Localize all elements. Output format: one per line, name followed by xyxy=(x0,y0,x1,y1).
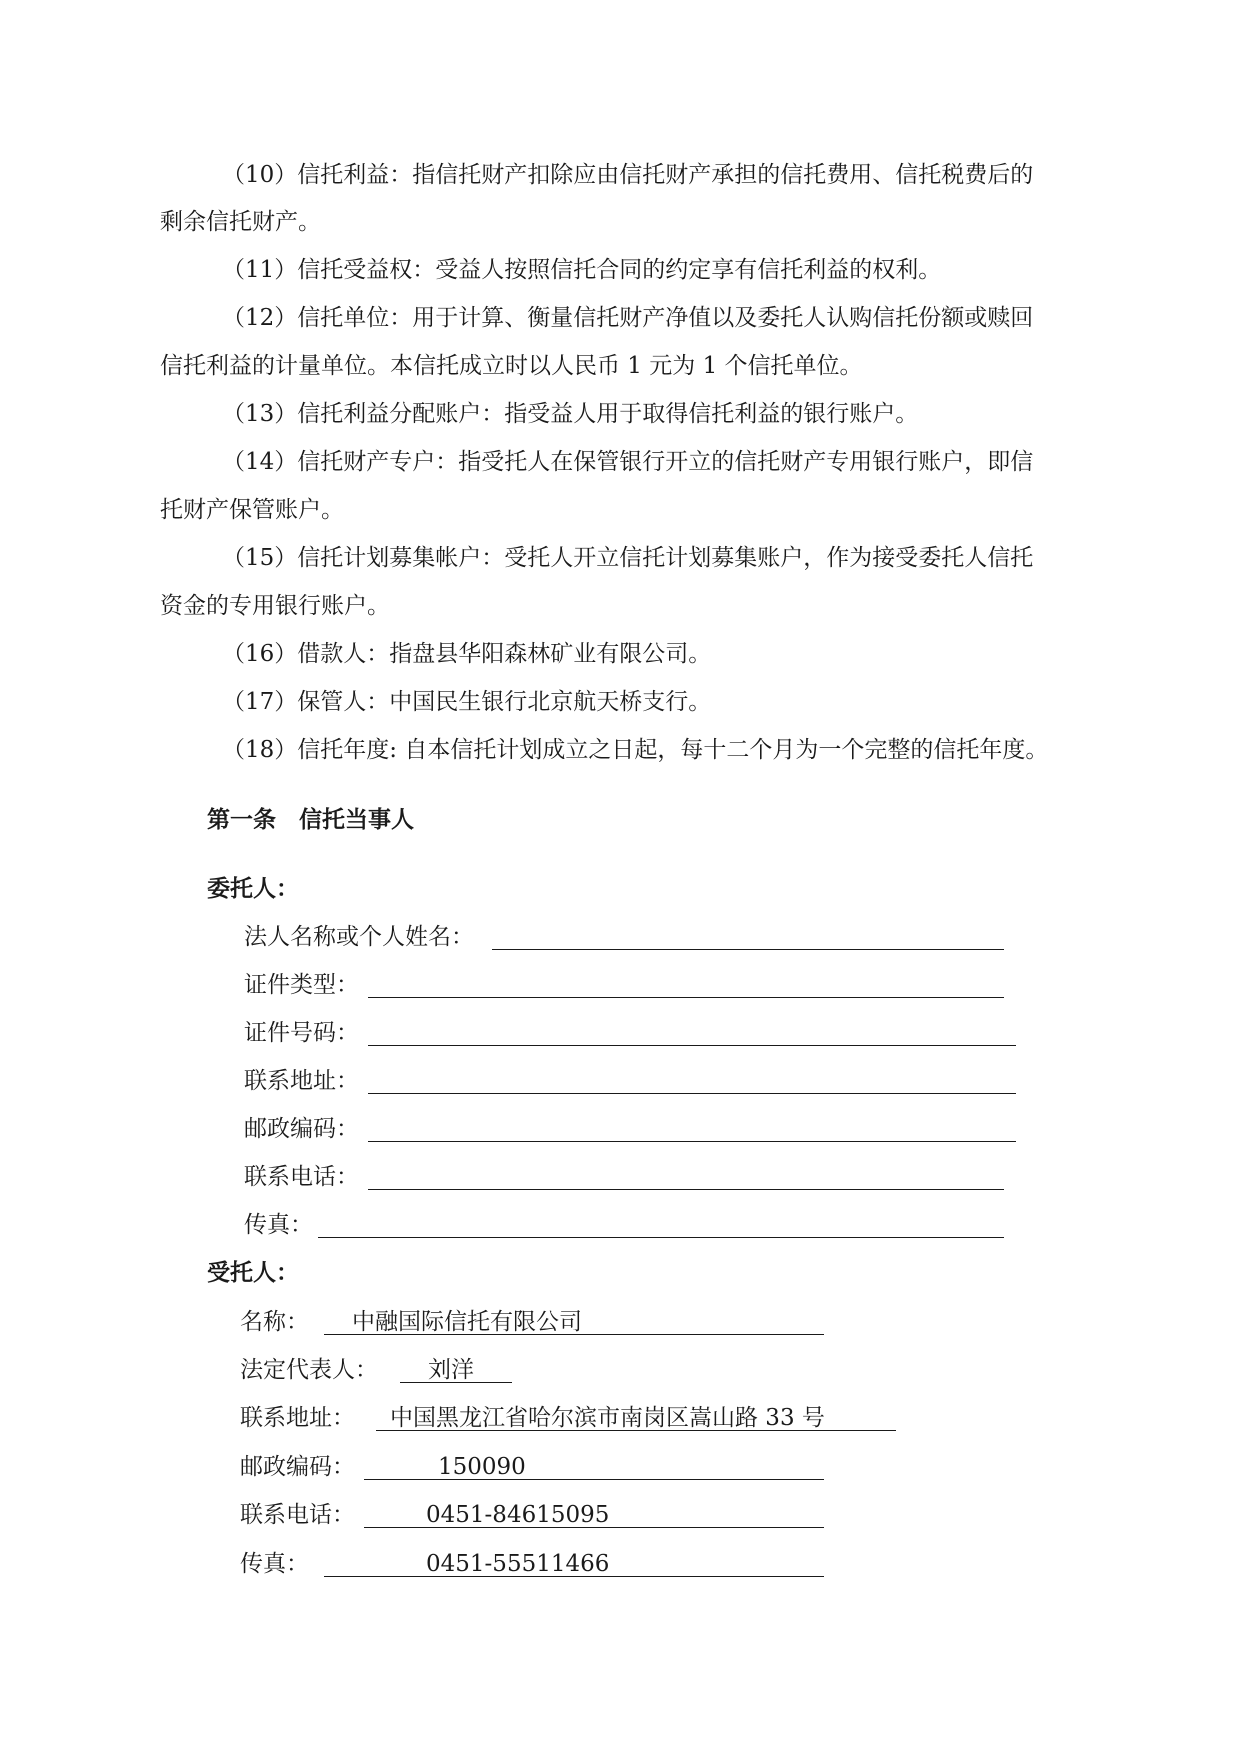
trustee-postcode-field xyxy=(240,1452,830,1482)
trustee-fax-label: 传真： xyxy=(240,1551,309,1577)
settlor-postcode-underline xyxy=(368,1141,1016,1142)
trustee-phone-label: 联系电话： xyxy=(240,1502,355,1528)
definition-15-line-2: 资金的专用银行账户。 xyxy=(160,593,390,619)
settlor-name-label: 法人名称或个人姓名： xyxy=(244,924,474,950)
settlor-postcode-field[interactable] xyxy=(244,1114,1024,1144)
settlor-phone-label: 联系电话： xyxy=(244,1164,359,1190)
definition-12-line-1: （12）信托单位：用于计算、衡量信托财产净值以及委托人认购信托份额或赎回 xyxy=(222,305,1034,331)
trustee-address-label: 联系地址： xyxy=(240,1405,355,1431)
trustee-postcode-underline xyxy=(364,1479,824,1480)
trustee-postcode-value: 150090 xyxy=(438,1454,526,1480)
trustee-fax-field xyxy=(240,1549,830,1579)
settlor-phone-underline xyxy=(368,1189,1004,1190)
article-title: 第一条 信托当事人 xyxy=(207,807,414,833)
definition-13: （13）信托利益分配账户：指受益人用于取得信托利益的银行账户。 xyxy=(222,401,919,427)
settlor-id-type-label: 证件类型： xyxy=(244,972,359,998)
definition-16: （16）借款人：指盘县华阳森林矿业有限公司。 xyxy=(222,641,712,667)
trustee-fax-value: 0451-55511466 xyxy=(426,1551,610,1577)
definition-10-line-1: （10）信托利益：指信托财产扣除应由信托财产承担的信托费用、信托税费后的 xyxy=(222,162,1034,188)
trustee-legal-rep-field xyxy=(240,1355,540,1385)
settlor-fax-label: 传真： xyxy=(244,1212,313,1238)
trustee-heading: 受托人： xyxy=(207,1260,299,1286)
trustee-name-value: 中融国际信托有限公司 xyxy=(352,1309,582,1335)
trustee-address-value: 中国黑龙江省哈尔滨市南岗区嵩山路 33 号 xyxy=(390,1405,825,1431)
settlor-address-underline xyxy=(368,1093,1016,1094)
settlor-phone-field[interactable] xyxy=(244,1162,1014,1192)
definition-14-line-1: （14）信托财产专户：指受托人在保管银行开立的信托财产专用银行账户，即信 xyxy=(222,449,1034,475)
settlor-id-type-field[interactable] xyxy=(244,970,1014,1000)
settlor-fax-underline xyxy=(318,1237,1004,1238)
settlor-heading: 委托人： xyxy=(207,876,299,902)
settlor-fax-field[interactable] xyxy=(244,1210,1014,1240)
definition-10-line-2: 剩余信托财产。 xyxy=(160,209,321,235)
trustee-legal-rep-label: 法定代表人： xyxy=(240,1357,378,1383)
trustee-name-field xyxy=(240,1307,830,1337)
trustee-name-label: 名称： xyxy=(240,1309,309,1335)
settlor-address-field[interactable] xyxy=(244,1066,1024,1096)
definition-12-line-2: 信托利益的计量单位。本信托成立时以人民币 1 元为 1 个信托单位。 xyxy=(160,353,863,379)
settlor-id-type-underline xyxy=(368,997,1004,998)
trustee-phone-value: 0451-84615095 xyxy=(426,1502,610,1528)
settlor-name-underline xyxy=(492,949,1004,950)
trustee-postcode-label: 邮政编码： xyxy=(240,1454,355,1480)
trustee-legal-rep-value: 刘洋 xyxy=(428,1357,474,1383)
definition-18: （18）信托年度: 自本信托计划成立之日起，每十二个月为一个完整的信托年度。 xyxy=(222,737,1049,763)
settlor-address-label: 联系地址： xyxy=(244,1068,359,1094)
definition-17: （17）保管人：中国民生银行北京航天桥支行。 xyxy=(222,689,712,715)
definition-11: （11）信托受益权：受益人按照信托合同的约定享有信托利益的权利。 xyxy=(222,257,942,283)
definition-15-line-1: （15）信托计划募集帐户：受托人开立信托计划募集账户，作为接受委托人信托 xyxy=(222,545,1034,571)
trustee-phone-field xyxy=(240,1500,830,1530)
trustee-address-field xyxy=(240,1403,910,1433)
settlor-name-field[interactable] xyxy=(244,922,1014,952)
settlor-postcode-label: 邮政编码： xyxy=(244,1116,359,1142)
settlor-id-number-label: 证件号码： xyxy=(244,1020,359,1046)
settlor-id-number-underline xyxy=(368,1045,1016,1046)
settlor-id-number-field[interactable] xyxy=(244,1018,1024,1048)
definition-14-line-2: 托财产保管账户。 xyxy=(160,497,344,523)
